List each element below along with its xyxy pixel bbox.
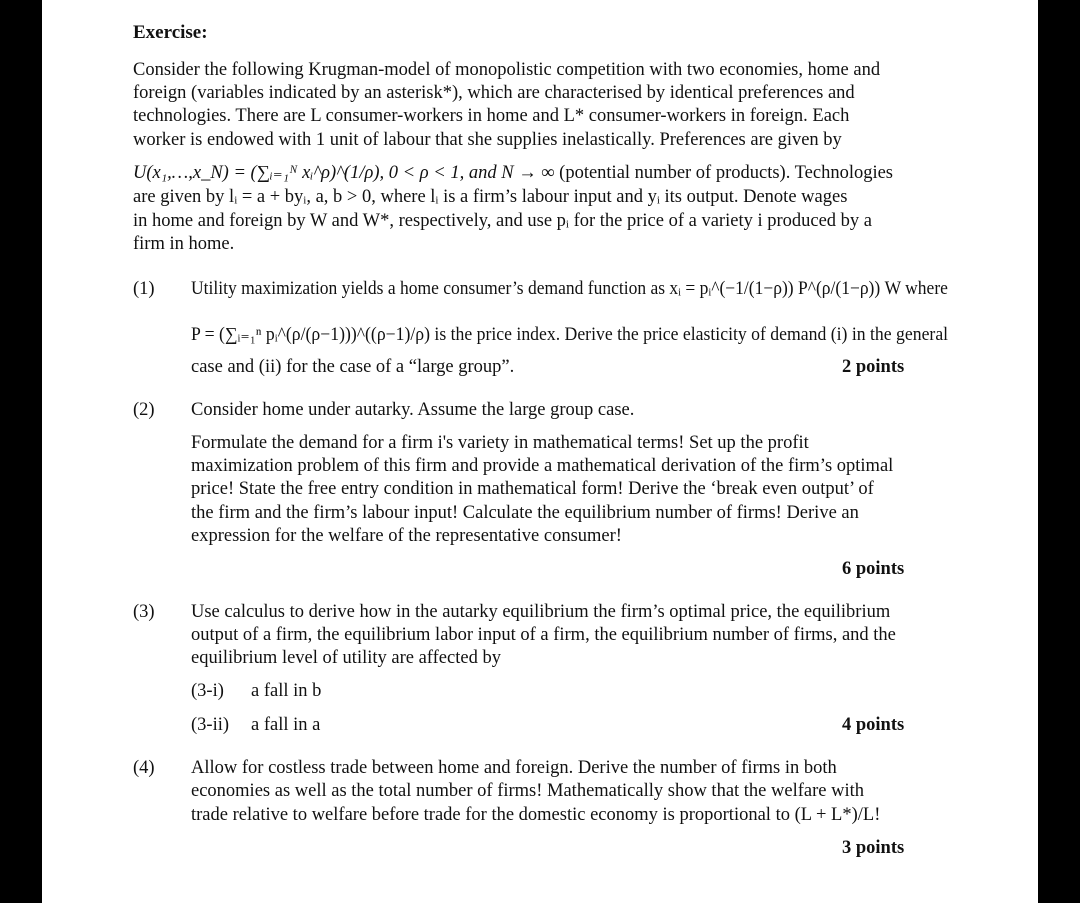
question-3-sub-1-text: a fall in b <box>251 681 322 701</box>
question-3-line-1: Use calculus to derive how in the autarky equilibrium the firm’s optimal price, the equilibrium <box>191 602 891 622</box>
question-2-line-4: the firm and the firm’s labour input! Calculate the equilibrium number of firms! Derive an <box>191 503 859 523</box>
intro-line-8: firm in home. <box>133 234 235 254</box>
question-3-line-2: output of a firm, the equilibrium labor input of a firm, the equilibrium number of firms, and the <box>191 625 896 645</box>
utility-function-formula: U(x₁,…,x_N) = (∑ᵢ₌₁ᴺ xᵢ^ρ)^(1/ρ), 0 < ρ < 1, and N → ∞ <box>133 163 555 183</box>
question-4-line-1: Allow for costless trade between home and foreign. Derive the number of firms in both <box>191 758 837 778</box>
question-1-points: 2 points <box>842 357 905 377</box>
exercise-heading: Exercise: <box>133 22 208 43</box>
question-3-sub-1-number: (3-i) <box>191 681 224 701</box>
question-3-line-3: equilibrium level of utility are affected by <box>191 648 501 668</box>
intro-line-5 <box>133 162 893 184</box>
question-3-sub-2-text: a fall in a <box>251 715 321 735</box>
question-2-line-1: Formulate the demand for a firm i's variety in mathematical terms! Set up the profit <box>191 433 809 453</box>
question-1-number: (1) <box>133 279 155 299</box>
question-2-points: 6 points <box>842 559 905 579</box>
question-1-line-1: Utility maximization yields a home consumer’s demand function as xᵢ = pᵢ^(−1/(1−ρ)) P^(ρ/(1−ρ)) W where <box>191 279 948 299</box>
intro-line-6: are given by lᵢ = a + byᵢ, a, b > 0, where lᵢ is a firm’s labour input and yᵢ its output. Denote wages <box>133 187 848 207</box>
question-4-number: (4) <box>133 758 155 778</box>
question-2-line-2: maximization problem of this firm and provide a mathematical derivation of the firm’s optimal <box>191 456 894 476</box>
question-1-line-3: case and (ii) for the case of a “large group”. <box>191 357 515 377</box>
question-4-line-3: trade relative to welfare before trade for the domestic economy is proportional to (L + L*)/L! <box>191 805 881 825</box>
question-1-line-2: P = (∑ᵢ₌₁ⁿ pᵢ^(ρ/(ρ−1)))^((ρ−1)/ρ) is the price index. Derive the price elasticity of demand (i) in the general <box>191 325 949 345</box>
intro-line-4: worker is endowed with 1 unit of labour that she supplies inelastically. Preferences are given by <box>133 130 842 150</box>
question-2-lead: Consider home under autarky. Assume the large group case. <box>191 400 635 420</box>
question-2-line-5: expression for the welfare of the representative consumer! <box>191 526 622 546</box>
intro-line-7: in home and foreign by W and W*, respectively, and use pᵢ for the price of a variety i produced by a <box>133 211 873 231</box>
question-3-points: 4 points <box>842 715 905 735</box>
question-3-sub-2-number: (3-ii) <box>191 715 230 735</box>
intro-line-3: technologies. There are L consumer-workers in home and L* consumer-workers in foreign. Each <box>133 106 850 126</box>
intro-line-1: Consider the following Krugman-model of monopolistic competition with two economies, home and <box>133 60 881 80</box>
question-4-line-2: economies as well as the total number of firms! Mathematically show that the welfare with <box>191 781 864 801</box>
document-page <box>42 0 1038 903</box>
question-3-number: (3) <box>133 602 155 622</box>
question-2-line-3: price! State the free entry condition in mathematical form! Derive the ‘break even output’ of <box>191 479 874 499</box>
question-4-points: 3 points <box>842 838 905 858</box>
intro-line-2: foreign (variables indicated by an asterisk*), which are characterised by identical preferences and <box>133 83 855 103</box>
question-2-number: (2) <box>133 400 155 420</box>
intro-line-5-text: (potential number of products). Technologies <box>559 163 894 183</box>
